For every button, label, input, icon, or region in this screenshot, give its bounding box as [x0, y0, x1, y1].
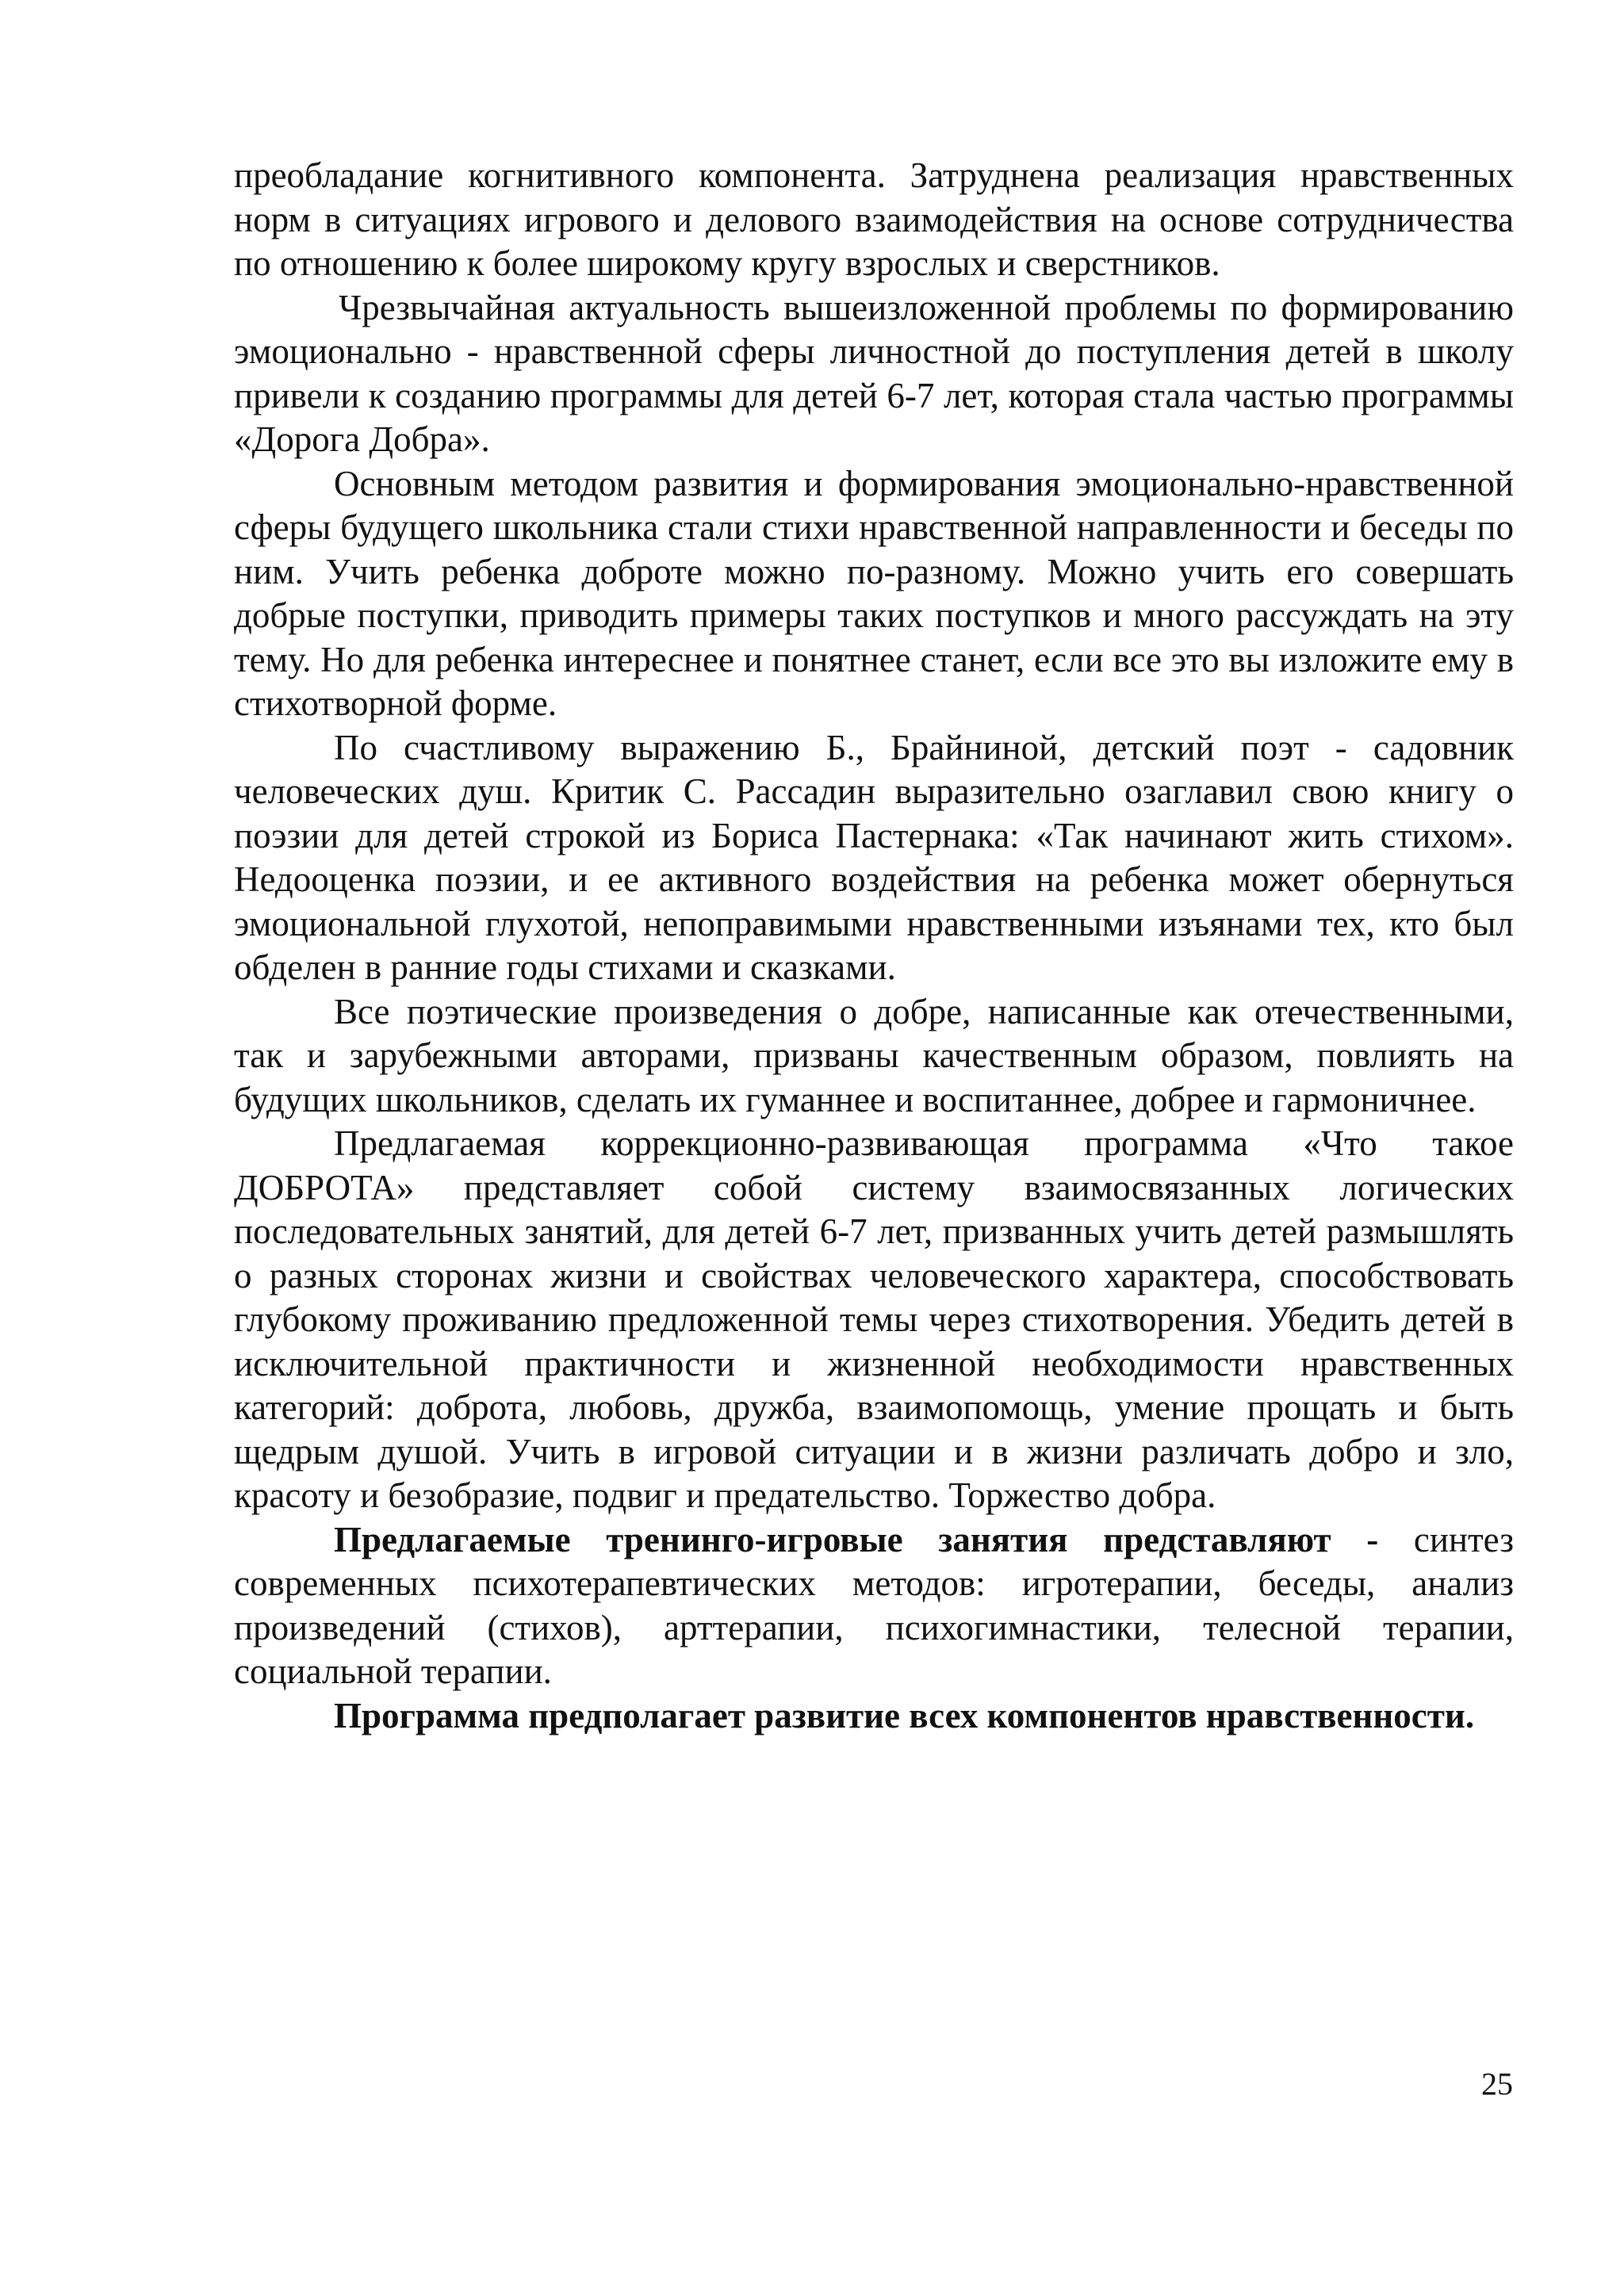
paragraph-text: Основным методом развития и формирования эмоционально-нравственной сферы будущего школьника стали стихи нравственной направленности и беседы по ним. Учить ребенка доброте можно по-разному. Можно учить его совершать добрые поступки, приводить примеры таких поступков и много рассуждать на эту тему. Но для ребенка интереснее и понятнее станет, если все это вы изложите ему в стихотворной форме.: [234, 463, 1514, 723]
paragraph-text: Чрезвычайная актуальность вышеизложенной проблемы по формированию эмоционально - нравственной сферы личностной до поступления детей в школу привели к созданию программы для детей 6-7 лет, которая стала частью программы «Дорога Добра».: [234, 287, 1514, 459]
paragraph-text: Программа предполагает развитие всех компонентов нравственности.: [334, 1695, 1475, 1735]
paragraph-text: синтез современных психотерапевтических методов: игротерапии, беседы, анализ произведений (стихов), арттерапии, психогимнастики, телесной терапии, социальной терапии.: [234, 1519, 1514, 1691]
body-text: [234, 154, 1514, 1738]
paragraph-poetic-works: [234, 990, 1514, 1123]
paragraph-poetry-quote: [234, 726, 1514, 990]
page-number: 25: [1481, 2066, 1513, 2102]
paragraph-program: [234, 1122, 1514, 1518]
paragraph-text: Предлагаемая коррекционно-развивающая программа «Что такое ДОБРОТА» представляет собой систему взаимосвязанных логических последовательных занятий, для детей 6-7 лет, призванных учить детей размышлять о разных сторонах жизни и свойствах человеческого характера, способствовать глубокому проживанию предложенной темы через стихотворения. Убедить детей в исключительной практичности и жизненной необходимости нравственных категорий: доброта, любовь, дружба, взаимопомощь, умение прощать и быть щедрым душой. Учить в игровой ситуации и в жизни различать добро и зло, красоту и безобразие, подвиг и предательство. Торжество добра.: [234, 1123, 1514, 1515]
paragraph-text: преобладание когнитивного компонента. Затруднена реализация нравственных норм в ситуациях игрового и делового взаимодействия на основе сотрудничества по отношению к более широкому кругу взрослых и сверстников.: [234, 155, 1514, 283]
paragraph-relevance: [234, 286, 1514, 462]
paragraph-program-components: [234, 1694, 1514, 1739]
paragraph-training-sessions: [234, 1518, 1514, 1694]
paragraph-lead-bold: Предлагаемые тренинго-игровые занятия представляют -: [334, 1519, 1379, 1559]
paragraph-text: Все поэтические произведения о добре, написанные как отечественными, так и зарубежными авторами, призваны качественным образом, повлиять на будущих школьников, сделать их гуманнее и воспитаннее, добрее и гармоничнее.: [234, 991, 1514, 1119]
paragraph-continuation: [234, 154, 1514, 286]
paragraph-method: [234, 462, 1514, 726]
paragraph-text: По счастливому выражению Б., Брайниной, детский поэт - садовник человеческих душ. Критик С. Рассадин выразительно озаглавил свою книгу о поэзии для детей строкой из Бориса Пастернака: «Так начинают жить стихом». Недооценка поэзии, и ее активного воздействия на ребенка может обернуться эмоциональной глухотой, непоправимыми нравственными изъянами тех, кто был обделен в ранние годы стихами и сказками.: [234, 727, 1514, 987]
